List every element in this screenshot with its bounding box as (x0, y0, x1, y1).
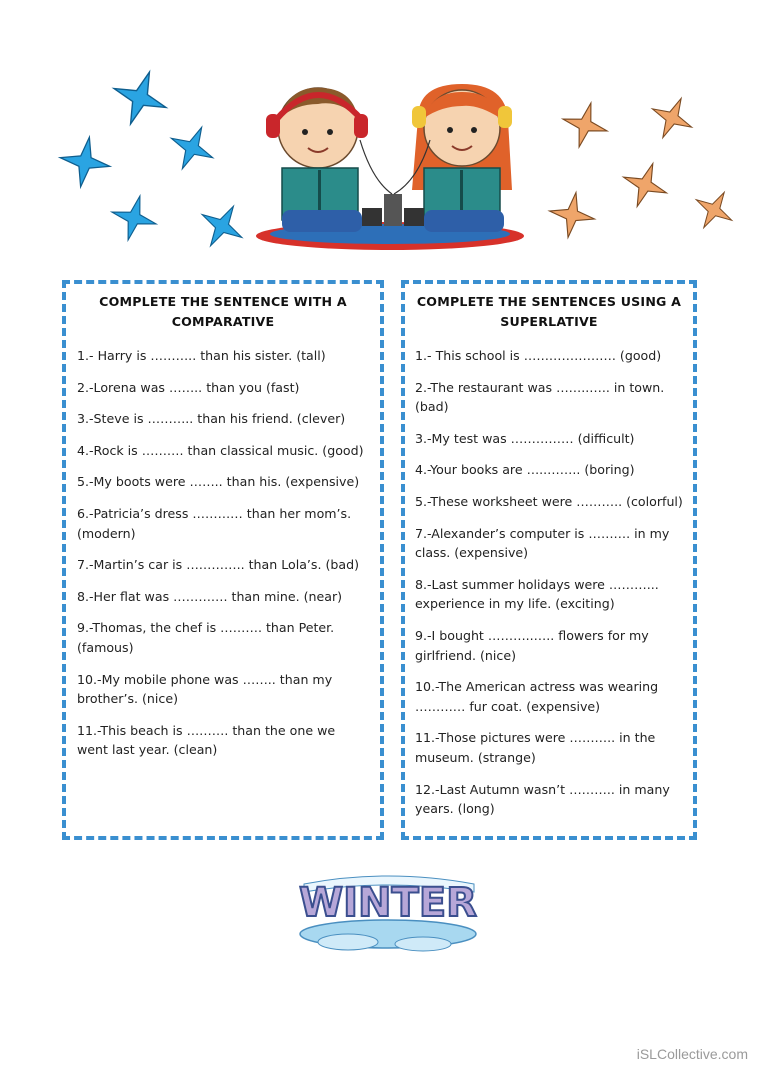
winter-logo (288, 862, 488, 954)
list-item: 2.-The restaurant was ……..….. in town. (bad) (415, 379, 665, 415)
list-item: 5.-My boots were …….. than his. (expensive) (77, 474, 360, 490)
comparative-title: COMPLETE THE SENTENCE WITH A COMPARATIVE (99, 294, 347, 329)
list-item: 12.-Last Autumn wasn’t ……….. in many years. (long) (415, 781, 670, 817)
list-item: 9.-I bought ………..….. flowers for my girlfriend. (nice) (415, 627, 649, 663)
list-item: 8.-Last summer holidays were ………... experience in my life. (exciting) (415, 576, 659, 612)
winter-logo-text: WINTER (299, 880, 477, 926)
superlative-list (405, 346, 693, 819)
list-item: 5.-These worksheet were ……….. (colorful) (415, 493, 683, 509)
list-item: 3.-Steve is ……….. than his friend. (clever) (77, 411, 346, 427)
superlative-title: COMPLETE THE SENTENCES USING A SUPERLATIVE (416, 294, 682, 329)
list-item: 9.-Thomas, the chef is ………. than Peter. (famous) (77, 620, 335, 655)
list-item: 3.-My test was …………… (difficult) (415, 430, 635, 446)
list-item: 2.-Lorena was …….. than you (fast) (77, 379, 300, 395)
footer-watermark: iSLCollective.com (636, 1046, 748, 1062)
list-item: 4.-Rock is ………. than classical music. (good) (77, 442, 364, 458)
list-item: 8.-Her flat was …………. than mine. (near) (77, 588, 343, 604)
list-item: 7.-Alexander’s computer is ………. in my class. (expensive) (415, 525, 670, 561)
list-item: 6.-Patricia’s dress ………… than her mom’s. (modern) (77, 505, 352, 541)
list-item: 10.-The American actress was wearing ………… fur coat. (expensive) (415, 679, 659, 714)
comparative-exercise-box (62, 280, 384, 840)
list-item: 1.- This school is …………………. (good) (415, 348, 662, 363)
list-item: 10.-My mobile phone was …….. than my brother’s. (nice) (77, 671, 333, 707)
blue-star-icon (56, 63, 253, 258)
superlative-exercise-box (401, 280, 697, 840)
kids-reading-illustration (256, 84, 524, 250)
list-item: 4.-Your books are …..…….. (boring) (415, 462, 635, 478)
comparative-list (66, 346, 380, 760)
orange-star-icon (546, 89, 742, 241)
list-item: 11.-Those pictures were ……….. in the museum. (strange) (415, 730, 656, 765)
header-illustration (0, 0, 766, 265)
list-item: 11.-This beach is ………. than the one we went last year. (clean) (77, 722, 336, 758)
list-item: 7.-Martin’s car is ………….. than Lola’s. (bad) (77, 557, 360, 573)
list-item: 1.- Harry is ……….. than his sister. (tall) (77, 348, 326, 363)
